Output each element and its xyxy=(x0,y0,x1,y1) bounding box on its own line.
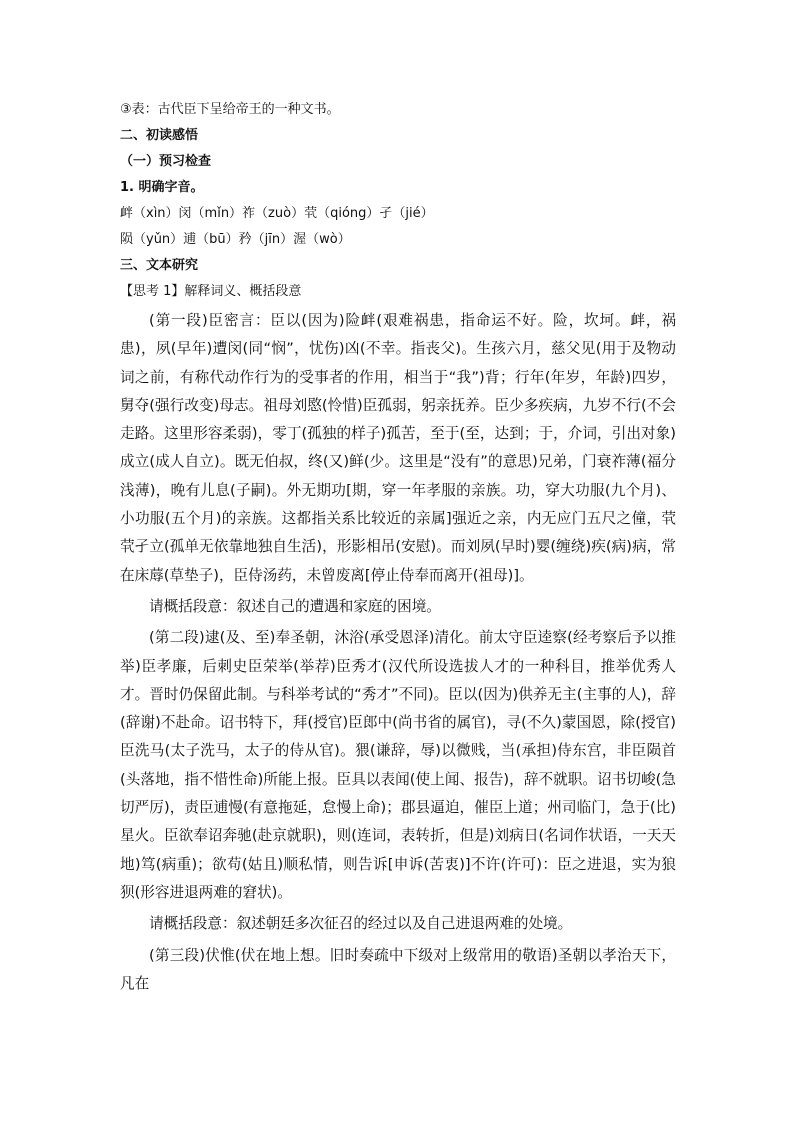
paragraph-2: (第二段)逮(及、至)奉圣朝，沐浴(承受恩泽)清化。前太守臣逵察(经考察后予以推举)臣孝廉，后刺史臣荣举(举荐)臣秀才(汉代所设选拔人才的一种科目，推举优秀人才。晋时仍保留此制。与科举考试的“秀才”不同)。臣以(因为)供养无主(主事的人)，辞(辞谢)不赴命。诏书特下，拜(授官)臣郎中(尚书省的属官)，寻(不久)蒙国恩，除(授官)臣洗马(太子洗马，太子的侍从官)。猥(谦辞，辱)以微贱，当(承担)侍东宫，非臣陨首(头落地，指不惜性命)所能上报。臣具以表闻(使上闻、报告)，辞不就职。诏书切峻(急切严厉)，责臣逋慢(有意拖延，怠慢上命)；郡县逼迫，催臣上道；州司临门，急于(比)星火。臣欲奉诏奔驰(赴京就职)，则(连词，表转折，但是)刘病日(名词作状语，一天天地)笃(病重)；欲苟(姑且)顺私情，则告诉[申诉(苦衷)]不许(许可)：臣之进退，实为狼狈(形容进退两难的窘状)。 xyxy=(120,629,676,901)
paragraph-3: (第三段)伏惟(伏在地上想。旧时奏疏中下级对上级常用的敬语)圣朝以孝治天下，凡在 xyxy=(120,946,676,992)
thinking-prompt-1: 【思考 1】解释词义、概括段意 xyxy=(120,284,302,299)
document-page xyxy=(120,97,676,1001)
section-heading-text-study: 三、文本研究 xyxy=(120,258,199,273)
item-heading-pronunciation: 1. 明确字音。 xyxy=(120,180,204,195)
summary-2: 请概括段意：叙述朝廷多次征召的经过以及自己进退两难的处境。 xyxy=(149,915,573,933)
subsection-heading-preview: （一）预习检查 xyxy=(120,154,212,169)
pronunciation-line-1: 衅（xìn）闵（mǐn）祚（zuò）茕（qióng）孑（jié） xyxy=(120,206,434,221)
summary-1: 请概括段意：叙述自己的遭遇和家庭的困境。 xyxy=(149,597,441,615)
paragraph-1: (第一段)臣密言：臣以(因为)险衅(艰难祸患，指命运不好。险，坎坷。衅，祸患)，夙(早年)遭闵(同“悯”，忧伤)凶(不幸。指丧父)。生孩六月，慈父见(用于及物动词之前，有称代动作行为的受事者的作用，相当于“我”)背；行年(年岁，年龄)四岁，舅夺(强行改变)母志。祖母刘愍(怜惜)臣孤弱，躬亲抚养。臣少多疾病，九岁不行(不会走路。这里形容柔弱)，零丁(孤独的样子)孤苦，至于(至，达到；于，介词，引出对象)成立(成人自立)。既无伯叔，终(又)鲜(少。这里是“没有”的意思)兄弟，门衰祚薄(福分浅薄)，晚有儿息(子嗣)。外无期功[期，穿一年孝服的亲族。功，穿大功服(九个月)、小功服(五个月)的亲族。这都指关系比较近的亲属]强近之亲，内无应门五尺之僮，茕茕孑立(孤单无依靠地独自生活)，形影相吊(安慰)。而刘夙(早时)婴(缠绕)疾(病)病，常在床蓐(草垫子)，臣侍汤药，未曾废离[停止侍奉而离开(祖母)]。 xyxy=(120,312,676,584)
note-line: ③表：古代臣下呈给帝王的一种文书。 xyxy=(120,102,340,117)
section-heading-reading: 二、初读感悟 xyxy=(120,128,199,143)
pronunciation-line-2: 陨（yǔn）逋（bū）矜（jīn）渥（wò） xyxy=(120,232,351,247)
